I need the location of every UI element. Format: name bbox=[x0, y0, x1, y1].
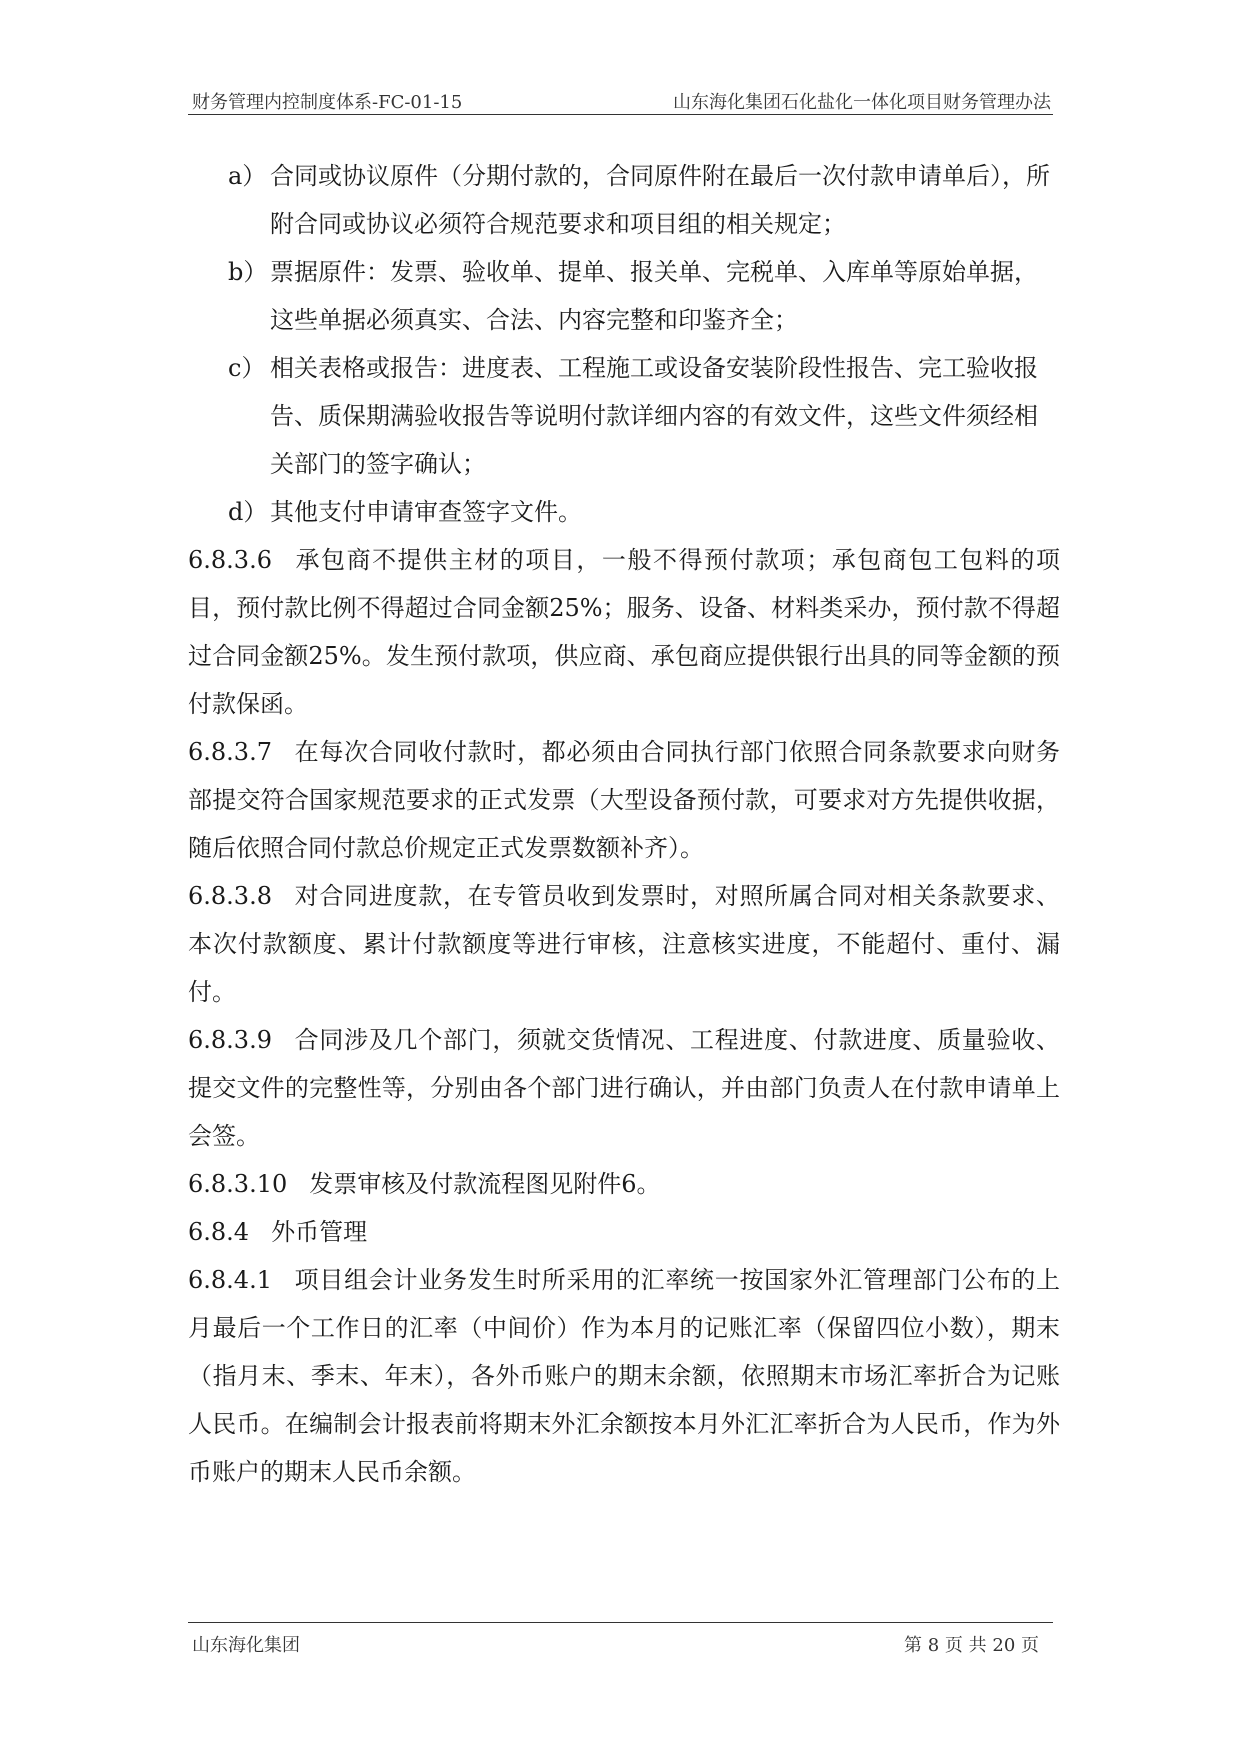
clause-number: 6.8.3.8 bbox=[188, 882, 272, 910]
page-number: 第 8 页 共 20 页 bbox=[904, 1635, 1039, 1656]
list-item bbox=[188, 248, 1060, 344]
list-item bbox=[188, 488, 1060, 536]
list-item bbox=[188, 344, 1060, 488]
clause-text: 对合同进度款，在专管员收到发票时，对照所属合同对相关条款要求、本次付款额度、累计付款额度等进行审核，注意核实进度，不能超付、重付、漏付。 bbox=[188, 882, 1060, 1006]
clause-paragraph bbox=[188, 1160, 1060, 1208]
clause-paragraph bbox=[188, 536, 1060, 728]
clause-paragraph bbox=[188, 1016, 1060, 1160]
clause-number: 6.8.3.9 bbox=[188, 1026, 272, 1054]
clause-text: 项目组会计业务发生时所采用的汇率统一按国家外汇管理部门公布的上月最后一个工作日的汇率（中间价）作为本月的记账汇率（保留四位小数），期末（指月末、季末、年末），各外币账户的期末余额，依照期末市场汇率折合为记账人民币。在编制会计报表前将期末外汇余额按本月外汇汇率折合为人民币，作为外币账户的期末人民币余额。 bbox=[188, 1266, 1060, 1486]
clause-text: 承包商不提供主材的项目，一般不得预付款项；承包商包工包料的项目，预付款比例不得超过合同金额25%；服务、设备、材料类采办，预付款不得超过合同金额25%。发生预付款项，供应商、承包商应提供银行出具的同等金额的预付款保函。 bbox=[188, 546, 1060, 718]
header-doc-title: 山东海化集团石化盐化一体化项目财务管理办法 bbox=[673, 92, 1051, 113]
clause-text: 发票审核及付款流程图见附件6。 bbox=[309, 1170, 661, 1198]
list-item-text: 票据原件：发票、验收单、提单、报关单、完税单、入库单等原始单据，这些单据必须真实、合法、内容完整和印鉴齐全； bbox=[270, 258, 1038, 334]
clause-paragraph bbox=[188, 1256, 1060, 1496]
list-item-mark: a） bbox=[228, 162, 267, 190]
list-item-text: 其他支付申请审查签字文件。 bbox=[270, 498, 582, 526]
section-heading bbox=[188, 1208, 1060, 1256]
clause-number: 6.8.3.6 bbox=[188, 546, 272, 574]
clause-text: 外币管理 bbox=[271, 1218, 368, 1246]
clause-text: 合同涉及几个部门，须就交货情况、工程进度、付款进度、质量验收、提交文件的完整性等，分别由各个部门进行确认，并由部门负责人在付款申请单上会签。 bbox=[188, 1026, 1060, 1150]
list-item-text: 相关表格或报告：进度表、工程施工或设备安装阶段性报告、完工验收报告、质保期满验收报告等说明付款详细内容的有效文件，这些文件须经相关部门的签字确认； bbox=[270, 354, 1038, 478]
document-body bbox=[188, 152, 1060, 1496]
list-item-mark: d） bbox=[228, 498, 268, 526]
clause-paragraph bbox=[188, 872, 1060, 1016]
list-item-mark: b） bbox=[228, 258, 268, 286]
page-footer bbox=[188, 1622, 1053, 1659]
footer-company: 山东海化集团 bbox=[192, 1635, 300, 1656]
clause-paragraph bbox=[188, 728, 1060, 872]
clause-number: 6.8.3.7 bbox=[188, 738, 272, 766]
clause-number: 6.8.4 bbox=[188, 1218, 250, 1246]
clause-text: 在每次合同收付款时，都必须由合同执行部门依照合同条款要求向财务部提交符合国家规范要求的正式发票（大型设备预付款，可要求对方先提供收据，随后依照合同付款总价规定正式发票数额补齐）。 bbox=[188, 738, 1060, 862]
clause-number: 6.8.4.1 bbox=[188, 1266, 272, 1294]
list-item-mark: c） bbox=[228, 354, 266, 382]
header-doc-code: 财务管理内控制度体系-FC-01-15 bbox=[192, 92, 463, 113]
page-header bbox=[188, 84, 1053, 115]
list-item bbox=[188, 152, 1060, 248]
list-item-text: 合同或协议原件（分期付款的，合同原件附在最后一次付款申请单后），所附合同或协议必须符合规范要求和项目组的相关规定； bbox=[270, 162, 1050, 238]
clause-number: 6.8.3.10 bbox=[188, 1170, 288, 1198]
